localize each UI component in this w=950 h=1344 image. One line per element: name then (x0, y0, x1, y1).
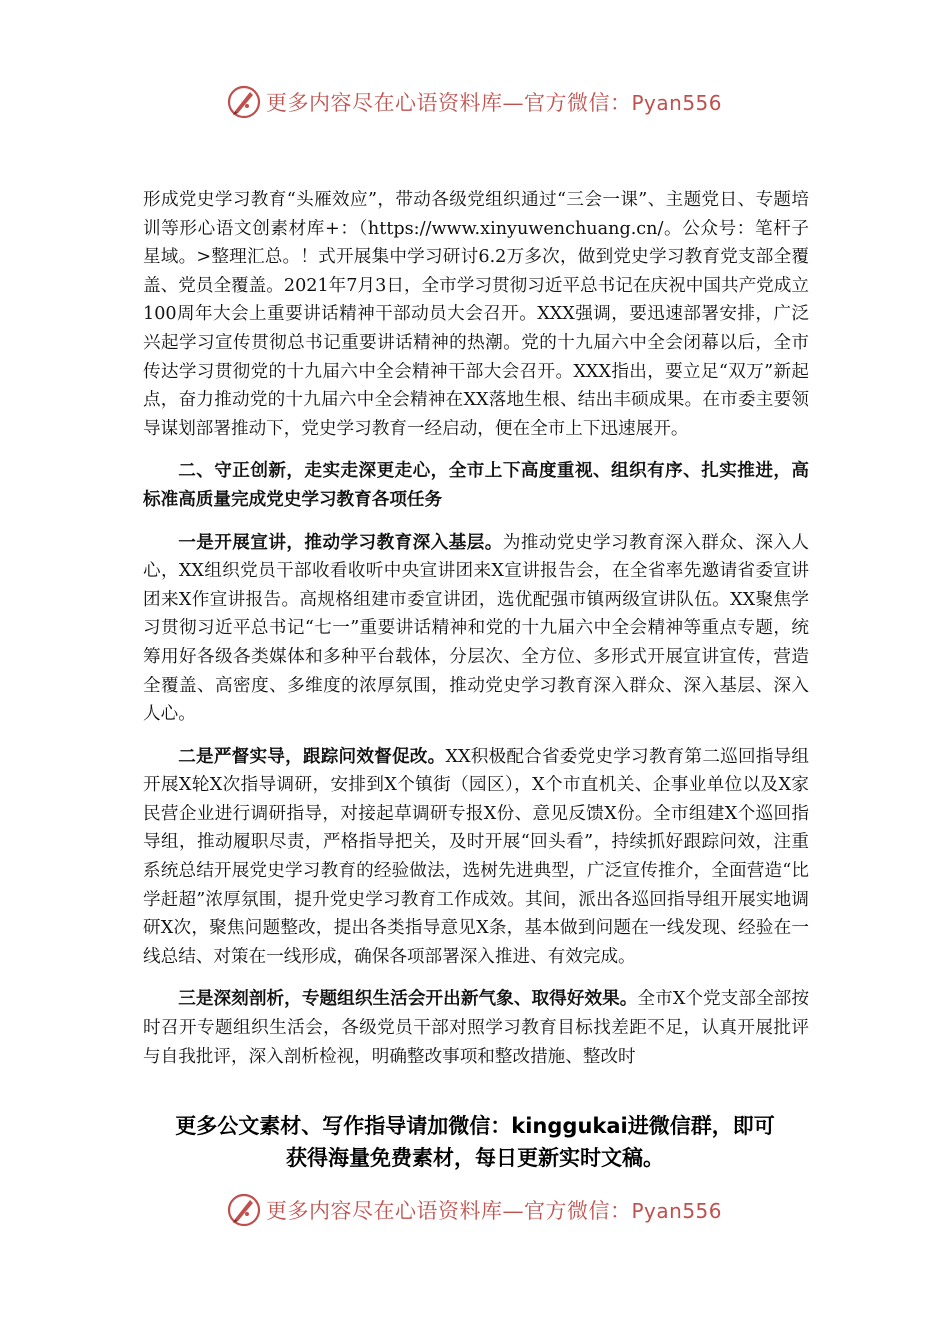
promo-line-1: 更多公文素材、写作指导请加微信：kinggukai进微信群，即可 (175, 1114, 775, 1138)
paragraph-analysis: 三是深刻剖析，专题组织生活会开出新气象、取得好效果。全市X个党支部全部按时召开专题组织生活会，各级党员干部对照学习教育目标找差距不足，认真开展批评与自我批评，深入剖析检视，明确整改事项和整改措施、整改时 (143, 988, 809, 1067)
promo-line-2: 获得海量免费素材，每日更新实时文稿。 (286, 1146, 664, 1170)
paragraph-supervision: 二是严督实导，跟踪问效督促改。XX积极配合省委党史学习教育第二巡回指导组开展X轮X次指导调研，安排到X个镇街（园区），X个市直机关、企事业单位以及X家民营企业进行调研指导，对接起草调研专报X份、意见反馈X份。全市组建X个巡回指导组，推动履职尽责，严格指导把关，及时开展“回头看”，持续抓好跟踪问效，注重系统总结开展党史学习教育的经验做法，选树先进典型，广泛宣传推介，全面营造“比学赶超”浓厚氛围，提升党史学习教育工作成效。其间，派出各巡回指导组开展实地调研X次，聚焦问题整改，提出各类指导意见X条，基本做到问题在一线发现、经验在一线总结、对策在一线形成，确保各项部署深入推进、有效完成。 (143, 745, 809, 967)
section-heading: 二、守正创新，走实走深更走心，全市上下高度重视、组织有序、扎实推进，高标准高质量完成党史学习教育各项任务 (143, 460, 809, 510)
paragraph-intro: 形成党史学习教育“头雁效应”，带动各级党组织通过“三会一课”、主题党日、专题培训等形心语文创素材库+：（https://www.xinyuwenchuang.cn/。公众号：笔杆子星域。>整理汇总。！式开展集中学习研讨6.2万多次，做到党史学习教育党支部全覆盖、党员全覆盖。2021年7月3日，全市学习贯彻习近平总书记在庆祝中国共产党成立100周年大会上重要讲话精神干部动员大会召开。XXX强调，要迅速部署安排，广泛兴起学习宣传贯彻总书记重要讲话精神的热潮。党的十九届六中全会闭幕以后，全市传达学习贯彻党的十九届六中全会精神干部大会召开。XXX指出，要立足“双万”新起点，奋力推动党的十九届六中全会精神在XX落地生根、结出丰硕成果。在市委主要领导谋划部署推动下，党史学习教育一经启动，便在全市上下迅速展开。 (143, 190, 809, 439)
header-banner (0, 82, 950, 122)
paragraph-lead: 一是开展宣讲，推动学习教育深入基层。 (178, 531, 503, 553)
pen-logo-icon (226, 84, 262, 120)
pen-logo-icon (226, 1192, 262, 1228)
promo-block (100, 1110, 850, 1174)
document-body (143, 186, 809, 1071)
footer-banner-text: 更多内容尽在心语资料库—官方微信：Pyan556 (266, 1199, 723, 1223)
paragraph-lead: 二是严督实导，跟踪问效督促改。 (178, 745, 446, 767)
header-banner-text: 更多内容尽在心语资料库—官方微信：Pyan556 (266, 91, 723, 115)
paragraph-lead: 三是深刻剖析，专题组织生活会开出新气象、取得好效果。 (178, 988, 638, 1010)
footer-wechat-id: Pyan556 (631, 1199, 723, 1223)
footer-banner (0, 1190, 950, 1230)
paragraph-propaganda: 一是开展宣讲，推动学习教育深入基层。为推动党史学习教育深入群众、深入人心，XX组织党员干部收看收听中央宣讲团来X宣讲报告会，在全省率先邀请省委宣讲团来X作宣讲报告。高规格组建市委宣讲团，选优配强市镇两级宣讲队伍。XX聚焦学习贯彻习近平总书记“七一”重要讲话精神和党的十九届六中全会精神等重点专题，统筹用好各级各类媒体和多种平台载体，分层次、全方位、多形式开展宣讲宣传，营造全覆盖、高密度、多维度的浓厚氛围，推动党史学习教育深入群众、深入基层、深入人心。 (143, 531, 809, 725)
header-wechat-id: Pyan556 (631, 91, 723, 115)
